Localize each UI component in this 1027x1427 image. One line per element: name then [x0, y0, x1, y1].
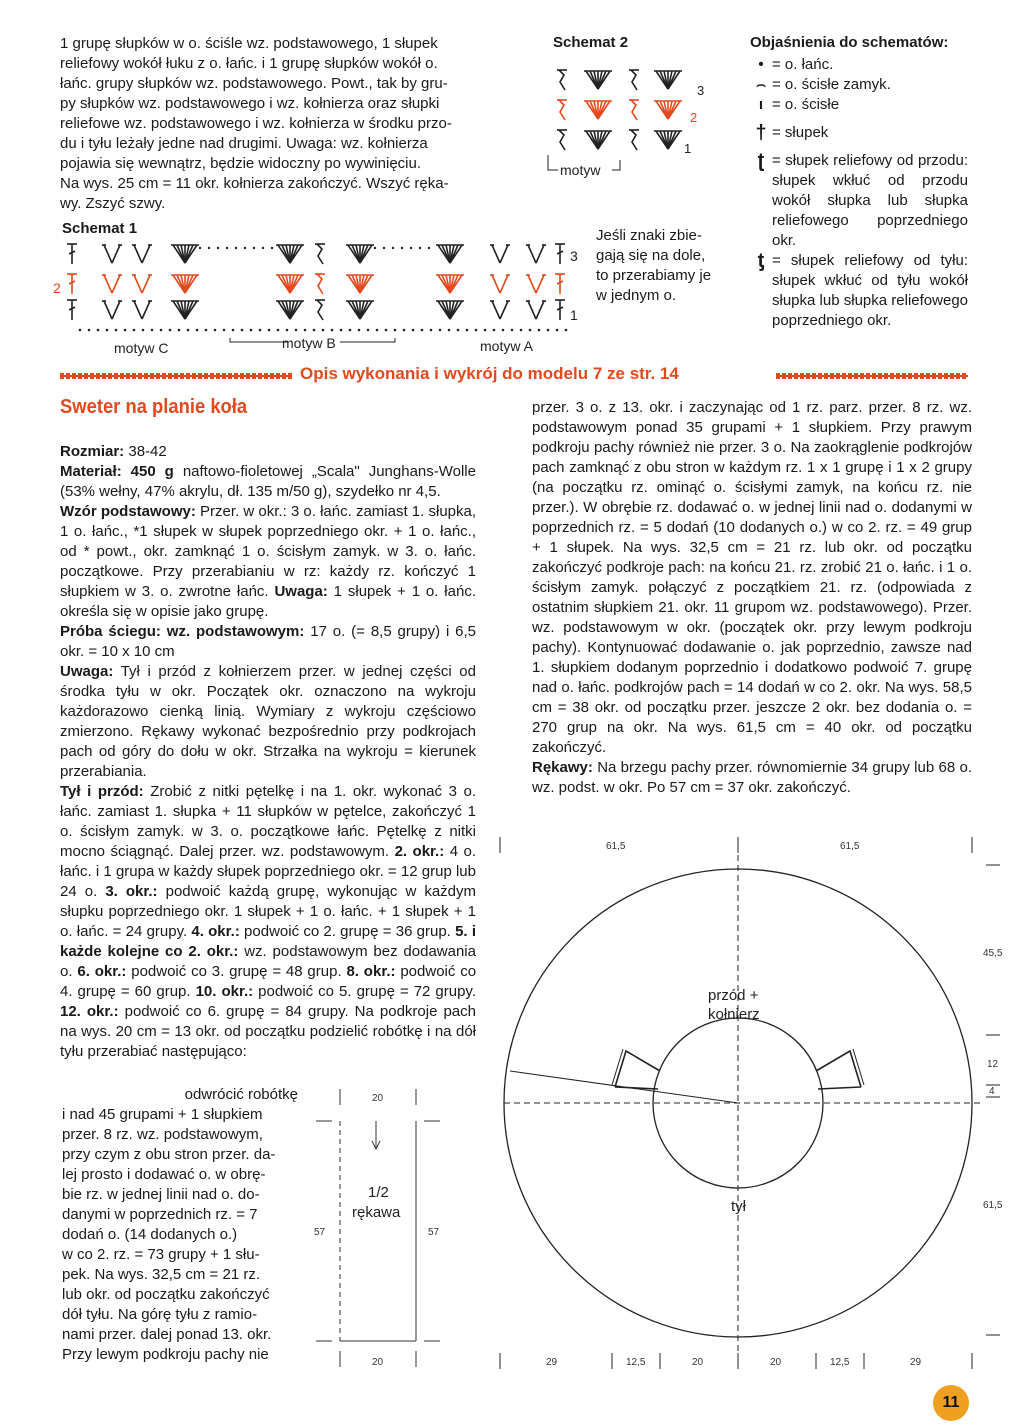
relief-symbol — [629, 100, 639, 120]
circle-pattern-diagram — [490, 835, 1010, 1375]
v-symbol — [102, 275, 122, 293]
fan-symbol — [276, 301, 304, 319]
sleeve-dim-bottom: 20 — [372, 1357, 384, 1368]
intro-line: du i tyłu leżały jedne nad drugimi. Uwaga: wz. kołnierza — [60, 135, 428, 152]
intro-line: py słupków wz. podstawowego i wz. kołnierza oraz słupki — [60, 95, 440, 112]
sleeve-dim-top: 20 — [372, 1093, 384, 1104]
relief-symbol — [557, 100, 567, 120]
v-symbol — [490, 301, 510, 319]
schemat-1-chart — [50, 238, 590, 360]
fan-symbol — [654, 131, 682, 149]
v-symbol — [490, 275, 510, 293]
dim-bottom: 20 — [770, 1357, 782, 1368]
fan-symbol — [436, 245, 464, 263]
legend-item: ʈ = słupek reliefowy od przodu: słupek wkłuć od przodu wokół słupka lub słupka reliefowego poprzedniego okr. — [750, 151, 968, 251]
sleeve-label-half: 1/2 — [368, 1184, 389, 1201]
material-value: naftowo-fioletowej „Scala" Junghans-Wolle (53% wełny, 47% akrylu, dł. 135 m/50 g), szydełko nr 4,5. — [60, 463, 476, 500]
fan-symbol — [654, 71, 682, 89]
fan-symbol — [171, 275, 199, 293]
v-symbol — [132, 301, 152, 319]
schemat-1-motif-a: motyw A — [480, 338, 533, 354]
dc-symbol — [555, 244, 565, 264]
relief-symbol — [557, 70, 567, 90]
legend-item: ⌢ = o. ścisłe zamyk. — [750, 75, 968, 95]
sleeves-value: Na brzegu pachy przer. równomiernie 34 grupy lub 68 o. wz. podst. w okr. Po 57 cm = 37 okr. zakończyć. — [532, 759, 972, 796]
left-column-narrow: odwrócić robótkę i nad 45 grupami + 1 słupkiem przer. 8 rz. wz. podstawowym, przy czym z obu stron przer. da- lej prosto i dodawać o. w obrę- bie rz. w jednej linii nad o. do- danymi w poprzednich rz. = 7 dodań o. (14 dodanych o.) w co 2. rz. = 73 grupy + 1 słu- pek. Na wys. 32,5 cm = 21 rz. lub okr. od początku zakończyć dół tyłu. Na górę tyłu z ramio- nami przer. dalej ponad 13. okr. Przy lewym podkroju pachy nie — [62, 1086, 298, 1363]
v-symbol — [132, 245, 152, 263]
schemat-2-chart — [540, 55, 720, 185]
dc-symbol — [67, 274, 77, 294]
note-value: Tył i przód z kołnierzem przer. w jednej części od środka tyłu w okr. Początek okr. oznaczono na wykroju każdorazowo cienką linią. Wymiary z wykroju częściowo zmierzono. Rękawy wykonać bezpośrednio przy podkrojach pach od góry do dołu w okr. Strzałka na wykroju = kierunek przerabiania. — [60, 663, 476, 780]
fan-symbol — [171, 245, 199, 263]
back-post-dc-icon: ƫ — [757, 250, 765, 272]
dim-right-2: 12 — [987, 1059, 999, 1070]
relief-symbol — [315, 274, 325, 294]
right-column-para: przer. 3 o. z 13. okr. i zaczynając od 1 rz. parz. przer. 8 rz. wz. podstawowym ponad 35 grupami + 1 słupkiem. Przy prawym podkroju pachy również nie przer. 3 o. Na zaokrąglenie podkrojów pach zamknąć z obu stron w każdym rz. 1 x 1 grupę i 1 x 2 grupy (na początku rz. ominąć o. ścisłymi zamyk, na końcu rz. nie przer.). W obrębie rz. dodawać o. w jednej linii nad o. dodanymi w poprzednich rz. = 5 dodań (10 dodanych o.) w co 2. rz. = 49 grup + 1 słupek. Na wys. 32,5 cm = 21 rz. lub okr. od początku zakończyć podkroje pach: na końcu 21. rz. zrobić 21 o. łańc. i 1 o. ścisłym zamyk. połączyć z początkiem 21. rz. (odpowiada z ostatnim słupkiem 21. okr. 11 grupom wz. podstawowego). Przer. wz. podstawowym w okr. (początek okr. przy lewym podkroju pachy). Kontynuować dodawanie o. jak poprzednio, zawsze nad 1. słupkiem dodanym poprzednio i dodatkowo podwoić 7. grupę nad o. łańc. podkrojów pach = 14 dodań w co 2. okr. Na wys. 58,5 cm = 38 okr. od początku przer. jeszcze 2 okr. bez dodania o. = 270 grup na okr. Na wys. 61,5 cm = 40 okr. od początku zakończyć. — [532, 399, 972, 756]
note-line: Jeśli znaki zbie- — [596, 227, 702, 244]
back-front-label: Tył i przód: — [60, 783, 144, 800]
fan-symbol — [584, 101, 612, 119]
article-title: Sweter na planie koła — [60, 396, 248, 418]
v-symbol — [132, 275, 152, 293]
fan-symbol — [346, 301, 374, 319]
size-value: 38-42 — [128, 443, 167, 460]
fan-symbol — [436, 301, 464, 319]
page-number: 11 — [933, 1385, 969, 1421]
v-symbol — [102, 245, 122, 263]
fan-symbol — [171, 301, 199, 319]
gauge-value: 17 o. (= 8,5 grupy) i 6,5 okr. = 10 x 10 cm — [60, 623, 477, 660]
dim-right-3: 4 — [989, 1086, 995, 1097]
relief-symbol — [629, 130, 639, 150]
fan-symbol — [276, 275, 304, 293]
sleeves-label: Rękawy: — [532, 759, 593, 776]
pattern-value: Przer. w okr.: 3 o. łańc. zamiast 1. słupka, 1 o. łańc., *1 słupek w słupek poprzedniego okr. + 1 o. łańc., od * powt., okr. zamknąć 1 o. ścisłym zamyk. w 3. o. łańc. początkowe. Przy przerabianiu w rz: każdy rz. kończyć 1 słupkiem w 3. o. zwrotne łańc. — [60, 503, 477, 600]
gauge-label: Próba ściegu: wz. podstawowym: — [60, 623, 305, 640]
fan-symbol — [346, 275, 374, 293]
legend-item: ƫ = słupek reliefowy od tyłu: słupek wkłuć od tyłu wokół słupka lub słupka reliefowego poprzedniego okr. — [750, 251, 968, 331]
dim-top-left: 61,5 — [606, 841, 626, 852]
note-line: w jednym o. — [596, 287, 677, 304]
fan-symbol — [584, 71, 612, 89]
legend-item: † = słupek — [750, 123, 968, 143]
fan-symbol — [276, 245, 304, 263]
banner-rule-right — [776, 373, 968, 379]
schemat-2-motif: motyw — [560, 162, 601, 178]
v-symbol — [526, 275, 546, 293]
schemat-2-row-label: 2 — [690, 110, 698, 125]
v-symbol — [490, 245, 510, 263]
note-line: to przerabiamy je — [596, 267, 712, 284]
pattern-label: Wzór podstawowy: — [60, 503, 196, 520]
dc-symbol — [67, 244, 77, 264]
schemat-2-row-label: 3 — [697, 83, 705, 98]
schemat-1-motif-c: motyw C — [114, 340, 169, 356]
relief-symbol — [315, 244, 325, 264]
intro-line: 1 grupę słupków w o. ściśle wz. podstawowego, 1 słupek — [60, 35, 438, 52]
schemat-2-row-label: 1 — [684, 141, 692, 156]
schemat-1-row-label: 3 — [570, 248, 578, 264]
sleeve-dim-right: 57 — [428, 1227, 440, 1238]
dim-bottom: 29 — [546, 1357, 558, 1368]
dc-symbol — [67, 300, 77, 320]
fan-symbol — [584, 131, 612, 149]
double-crochet-icon: † — [755, 122, 767, 144]
sleeve-diagram — [310, 1085, 450, 1375]
dim-bottom: 12,5 — [830, 1357, 850, 1368]
dc-symbol — [555, 274, 565, 294]
size-label: Rozmiar: — [60, 443, 125, 460]
sleeve-label-name: rękawa — [352, 1204, 401, 1221]
slip-stitch-close-icon: ⌢ — [756, 76, 766, 93]
note-line: gają się na dole, — [596, 247, 706, 264]
fan-symbol — [654, 101, 682, 119]
dim-right-1: 45,5 — [983, 948, 1003, 959]
slip-stitch-icon: ı — [758, 96, 764, 113]
relief-symbol — [315, 300, 325, 320]
intro-line: Na wys. 25 cm = 11 okr. kołnierza zakończyć. Wszyć ręka- — [60, 175, 449, 192]
banner-rule-left — [60, 373, 292, 379]
intro-line: wy. Zszyć szwy. — [60, 195, 166, 212]
v-symbol — [102, 301, 122, 319]
intro-line: pojawia się wewnątrz, będzie widoczny po wywinięciu. — [60, 155, 422, 172]
dim-bottom: 12,5 — [626, 1357, 646, 1368]
front-label-collar: kołnierz — [708, 1006, 760, 1023]
legend-item: • = o. łańc. — [750, 55, 968, 75]
back-label: tył — [731, 1198, 746, 1215]
chain-stitch-icon: • — [758, 56, 764, 73]
schemat-1-motif-b: motyw B — [282, 335, 336, 351]
intro-paragraph — [60, 34, 500, 214]
v-symbol — [526, 245, 546, 263]
fan-symbol — [346, 245, 374, 263]
relief-symbol — [557, 130, 567, 150]
intro-line: reliefowy wokół łuku z o. łańc. i 1 grupę słupków wokół o. — [60, 55, 438, 72]
legend-item: ı = o. ścisłe — [750, 95, 968, 115]
note-label: Uwaga: — [60, 663, 114, 680]
dc-symbol — [555, 300, 565, 320]
dim-top-right: 61,5 — [840, 841, 860, 852]
intro-line: reliefowe wz. podstawowego i wz. kołnierza w środku przo- — [60, 115, 452, 132]
left-column: Rozmiar: 38-42 Materiał: 450 g naftowo-fioletowej „Scala" Junghans-Wolle (53% wełny, 47% akrylu, dł. 135 m/50 g), szydełko nr 4,5. Wzór podstawowy: Przer. w okr.: 3 o. łańc. zamiast 1. słupka, 1 o. łańc., *1 słupek w słupek poprzedniego okr. + 1 o. łańc., od * powt., okr. zamknąć 1 o. ścisłym zamyk. w 3. o. łańc. początkowe. Przy przerabianiu w rz: każdy rz. kończyć 1 słupkiem w 3. o. zwrotne łańc. Uwaga: 1 słupek + 1 o. łańc. określa się w opisie jako grupę. Próba ściegu: wz. podstawowym: 17 o. (= 8,5 grupy) i 6,5 okr. = 10 x 10 cm Uwaga: Tył i przód z kołnierzem przer. w jednej części od środka tyłu w okr. Początek okr. oznaczono na wykroju każdorazowo cienką linią. Wymiary z wykroju częściowo zmierzono. Rękawy wykonać bezpośrednio przy podkrojach pach od góry do dołu w okr. Strzałka na wykroju = kierunek przerabiania. Tył i przód: Zrobić z nitki pętelkę i na 1. okr. wykonać 3 o. łańc. zamiast 1. słupka + 11 słupków w pętelce, zakończyć 1 o. ścisłym zamyk. w 3. o. początkowe łańc. Pętelkę z nitki mocno ściągnąć. Dalej przer. wz. podstawowym. 2. okr.: 4 o. łańc. i 1 grupa w każdy słupek poprzedniego okr. = 12 grup lub 24 o. 3. okr.: podwoić każdą grupę, wykonując w każdym słupku poprzedniego okr. 1 słupek + 1 o. łańc. + 1 słupek + 1 o. łańc. = 24 grupy. 4. okr.: podwoić co 2. grupę = 36 grup. 5. i każde kolejne co 2. okr.: wz. podstawowym bez dodawania o. 6. okr.: podwoić co 3. grupę = 48 grup. 8. okr.: podwoić co 4. grupę = 60 grup. 10. okr.: podwoić co 5. grupę = 72 grupy. 12. okr.: podwoić co 6. grupę = 84 grupy. Na podkroje pach na wys. 20 cm = 13 okr. od początku podzielić robótkę i na dół tyłu przerabiać następująco: — [60, 443, 477, 1060]
material-label: Materiał: 450 g — [60, 463, 174, 480]
right-column — [532, 398, 972, 798]
legend-title: Objaśnienia do schematów: — [750, 34, 949, 51]
relief-symbol — [629, 70, 639, 90]
schemat-2-title: Schemat 2 — [553, 34, 629, 51]
schemat-1-title: Schemat 1 — [62, 220, 138, 237]
front-label: przód + — [708, 987, 759, 1004]
legend — [750, 34, 968, 331]
dim-bottom: 20 — [692, 1357, 704, 1368]
section-banner: Opis wykonania i wykrój do modelu 7 ze str. 14 — [300, 364, 679, 383]
intro-line: łańc. grupy słupków wz. podstawowego. Powt., tak by gru- — [60, 75, 448, 92]
schemat-1-row-label: 2 — [53, 280, 61, 296]
dim-right-4: 61,5 — [983, 1200, 1003, 1211]
fan-symbol — [436, 275, 464, 293]
schemat-1-row-label: 1 — [570, 307, 578, 323]
note-box — [596, 226, 734, 306]
dim-bottom: 29 — [910, 1357, 922, 1368]
front-post-dc-icon: ʈ — [757, 150, 765, 172]
sleeve-dim-left: 57 — [314, 1227, 326, 1238]
v-symbol — [526, 301, 546, 319]
